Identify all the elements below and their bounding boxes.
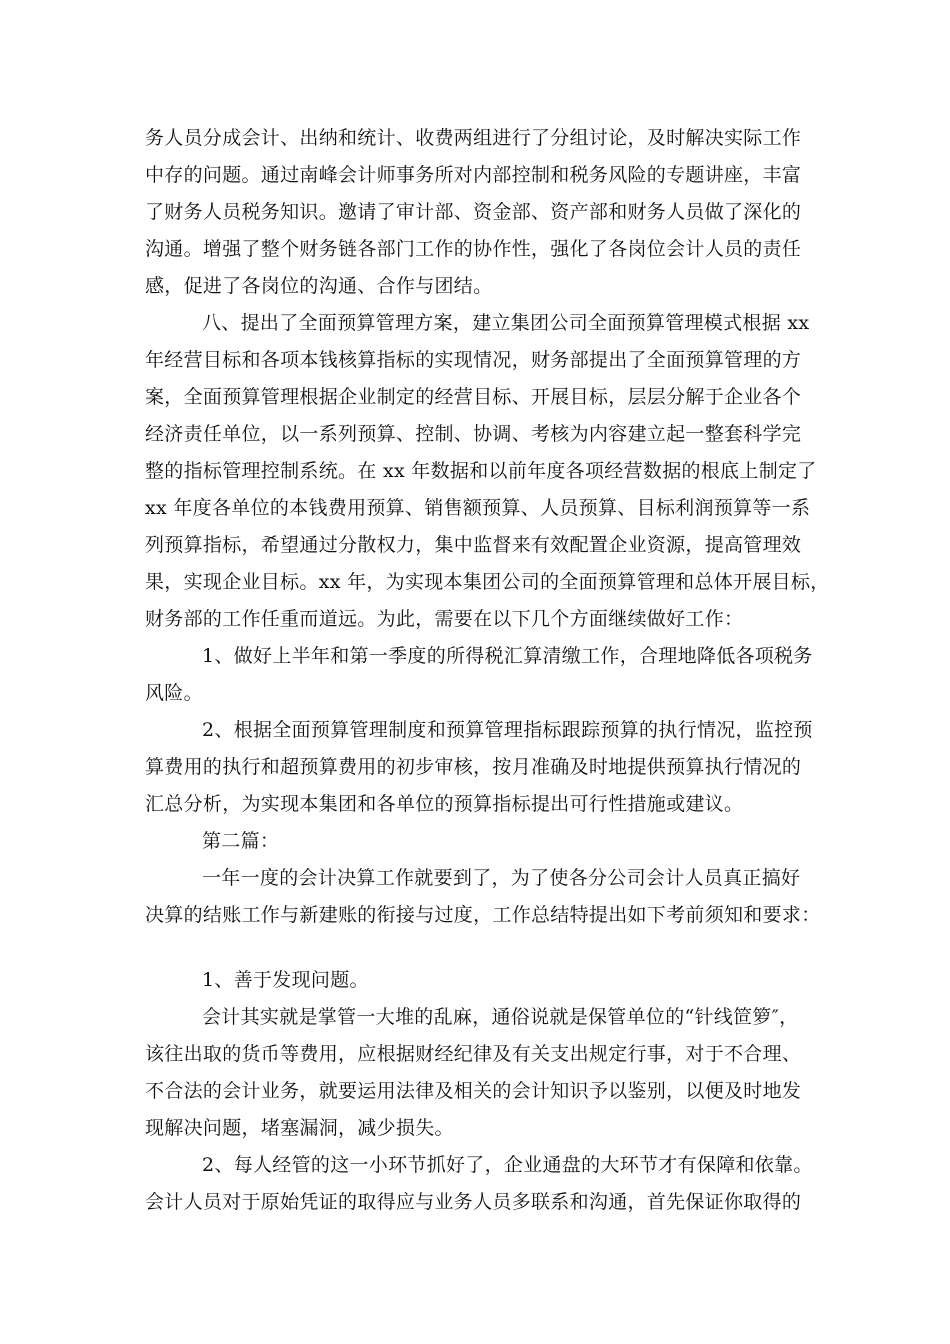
- section-heading-line: 第二篇：: [202, 830, 280, 852]
- body-line: 风险。: [145, 682, 203, 704]
- list-item-line: 1、善于发现问题。: [202, 969, 369, 991]
- body-line: xx 年度各单位的本钱费用预算、销售额预算、人员预算、目标利润预算等一系: [145, 497, 811, 519]
- body-line: 务人员分成会计、出纳和统计、收费两组进行了分组讨论，及时解决实际工作: [145, 127, 802, 149]
- body-line: 年经营目标和各项本钱核算指标的实现情况，财务部提出了全面预算管理的方: [145, 349, 802, 371]
- body-line: 会计其实就是掌管一大堆的乱麻，通俗说就是保管单位的“针线笸箩″，: [202, 1006, 799, 1028]
- body-line: 了财务人员税务知识。邀请了审计部、资金部、资产部和财务人员做了深化的: [145, 201, 802, 223]
- body-line: 经济责任单位，以一系列预算、控制、协调、考核为内容建立起一整套科学完: [145, 423, 802, 445]
- body-line: 一年一度的会计决算工作就要到了，为了使各分公司会计人员真正搞好: [202, 867, 801, 889]
- body-line: 会计人员对于原始凭证的取得应与业务人员多联系和沟通，首先保证你取得的: [145, 1191, 802, 1213]
- body-line: 果，实现企业目标。xx 年，为实现本集团公司的全面预算管理和总体开展目标，: [145, 571, 830, 593]
- body-line: 整的指标管理控制系统。在 xx 年数据和以前年度各项经营数据的根底上制定了: [145, 460, 817, 482]
- body-line: 列预算指标，希望通过分散权力，集中监督来有效配置企业资源，提高管理效: [145, 534, 802, 556]
- body-line: 沟通。增强了整个财务链各部门工作的协作性，强化了各岗位会计人员的责任: [145, 238, 802, 260]
- list-item-line: 2、根据全面预算管理制度和预算管理指标跟踪预算的执行情况，监控预: [202, 719, 813, 741]
- body-line: 该往出取的货币等费用，应根据财经纪律及有关支出规定行事，对于不合理、: [145, 1043, 802, 1065]
- body-line: 案，全面预算管理根据企业制定的经营目标、开展目标，层层分解于企业各个: [145, 386, 802, 408]
- body-line: 财务部的工作任重而道远。为此，需要在以下几个方面继续做好工作：: [145, 608, 744, 630]
- body-line: 现解决问题，堵塞漏洞，减少损失。: [145, 1117, 454, 1139]
- list-item-line: 2、每人经管的这一小环节抓好了，企业通盘的大环节才有保障和依靠。: [202, 1154, 813, 1176]
- body-line: 中存的问题。通过南峰会计师事务所对内部控制和税务风险的专题讲座，丰富: [145, 164, 802, 186]
- body-line: 算费用的执行和超预算费用的初步审核，按月准确及时地提供预算执行情况的: [145, 756, 802, 778]
- list-item-line: 1、做好上半年和第一季度的所得税汇算清缴工作，合理地降低各项税务: [202, 645, 813, 667]
- body-line: 汇总分析，为实现本集团和各单位的预算指标提出可行性措施或建议。: [145, 793, 744, 815]
- section-eight-heading-line: 八、提出了全面预算管理方案，建立集团公司全面预算管理模式根据 xx: [202, 312, 810, 334]
- body-line: 感，促进了各岗位的沟通、合作与团结。: [145, 275, 493, 297]
- body-line: 不合法的会计业务，就要运用法律及相关的会计知识予以鉴别，以便及时地发: [145, 1080, 802, 1102]
- body-line: 决算的结账工作与新建账的衔接与过度，工作总结特提出如下考前须知和要求：: [145, 904, 821, 926]
